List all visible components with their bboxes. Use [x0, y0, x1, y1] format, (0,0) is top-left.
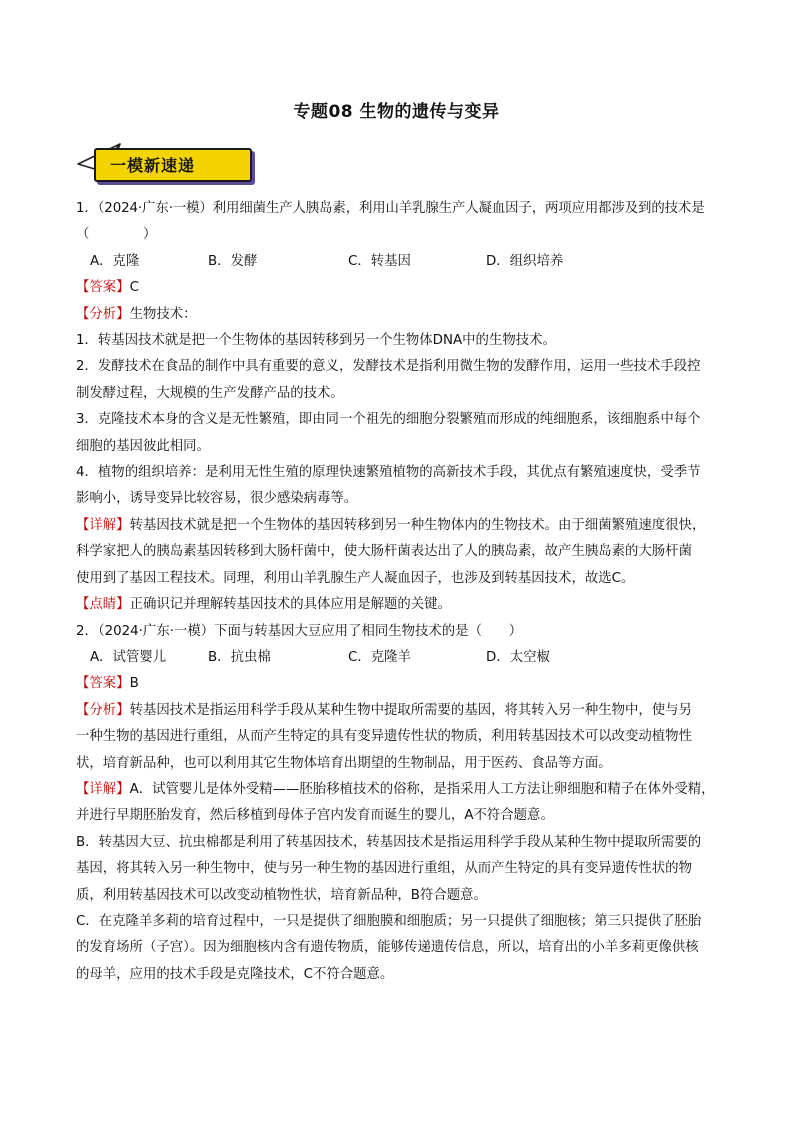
- q2-answer-tag: 【答案】: [76, 676, 130, 692]
- q1-analysis-intro: 生物技术：: [129, 306, 197, 322]
- q1-analysis-line: 3．克隆技术本身的含义是无性繁殖，即由同一个祖先的细胞分裂繁殖而形成的纯细胞系，该细胞系中每个: [76, 412, 701, 428]
- q1-detail-line: 科学家把人的胰岛素基因转移到大肠杆菌中，使大肠杆菌表达出了人的胰岛素，故产生胰岛素的大肠杆菌: [76, 544, 692, 560]
- question-content: [76, 196, 726, 988]
- q2-detail-line: 的发育场所（子宫）。因为细胞核内含有遗传物质，能够传递遗传信息，所以，培育出的小羊多莉更像供核: [76, 940, 699, 956]
- q1-option-b: B．发酵: [208, 253, 258, 269]
- q2-option-b: B．抗虫棉: [208, 649, 271, 665]
- q2-analysis-line: 一种生物的基因进行重组，从而产生特定的具有变异遗传性状的物质，利用转基因技术可以改变动植物性: [76, 729, 692, 745]
- q2-detail-line: 的母羊，应用的技术手段是克隆技术，C不符合题意。: [76, 966, 394, 982]
- q1-analysis-line: 制发酵过程，大规模的生产发酵产品的技术。: [76, 385, 344, 401]
- q1-analysis-line: 细胞的基因彼此相同。: [76, 438, 210, 454]
- q2-answer-value: B: [129, 676, 139, 692]
- q1-detail: [76, 513, 726, 539]
- q2-answer: [76, 671, 726, 697]
- q1-option-c: C．转基因: [348, 253, 411, 269]
- q1-options: [76, 249, 726, 275]
- q2-analysis-line: 转基因技术是指运用科学手段从某种生物中提取所需要的基因，将其转入另一种生物中，使与另: [129, 702, 692, 718]
- page-title: 专题08 生物的遗传与变异: [293, 102, 500, 122]
- q1-comment: [76, 592, 726, 618]
- q2-option-c: C．克隆羊: [348, 649, 411, 665]
- q2-detail-line: C．在克隆羊多莉的培育过程中，一只是提供了细胞膜和细胞质；另一只提供了细胞核；第三只提供了胚胎: [76, 913, 702, 929]
- q2-option-d: D．太空椒: [486, 649, 550, 665]
- q1-answer-tag: 【答案】: [76, 280, 130, 296]
- q2-detail-line: B．转基因大豆、抗虫棉都是利用了转基因技术，转基因技术是指运用科学手段从某种生物中提取所需要的: [76, 834, 702, 850]
- q2-analysis: [76, 698, 726, 724]
- section-banner: [76, 142, 256, 188]
- q1-answer-value: C: [129, 280, 139, 296]
- q1-analysis-line: 4．植物的组织培养：是利用无性生殖的原理快速繁殖植物的高新技术手段，其优点有繁殖速度快，受季节: [76, 465, 701, 481]
- q1-analysis-line: 影响小，诱导变异比较容易，很少感染病毒等。: [76, 491, 358, 507]
- q1-detail-tag: 【详解】: [76, 517, 130, 533]
- q1-comment-tag: 【点睛】: [76, 597, 130, 613]
- q2-option-a: A．试管婴儿: [90, 649, 167, 665]
- q1-detail-line: 转基因技术就是把一个生物体的基因转移到另一种生物体内的生物技术。由于细菌繁殖速度很快，: [129, 517, 706, 533]
- q1-detail-line: 使用到了基因工程技术。同理，利用山羊乳腺生产人凝血因子，也涉及到转基因技术，故选C。: [76, 570, 635, 586]
- q2-detail: [76, 777, 726, 803]
- q1-analysis: [76, 302, 726, 328]
- q1-comment-text: 正确识记并理解转基因技术的具体应用是解题的关键。: [129, 597, 451, 613]
- q2-options: [76, 645, 726, 671]
- q2-detail-tag: 【详解】: [76, 781, 130, 797]
- q2-detail-line: 并进行早期胚胎发育，然后移植到母体子宫内发育而诞生的婴儿，A不符合题意。: [76, 808, 554, 824]
- q1-stem-line1: 1．（2024·广东·一模）利用细菌生产人胰岛素，利用山羊乳腺生产人凝血因子，两项应用都涉及到的技术是: [76, 201, 705, 216]
- q1-answer: [76, 275, 726, 301]
- q2-detail-line: 基因，将其转入另一种生物中，使与另一种生物的基因进行重组，从而产生特定的具有变异遗传性状的物: [76, 861, 692, 877]
- q1-analysis-line: 2．发酵技术在食品的制作中具有重要的意义，发酵技术是指利用微生物的发酵作用，运用一些技术手段控: [76, 359, 701, 375]
- q1-option-a: A．克隆: [90, 253, 140, 269]
- section-banner-label: 一模新速递: [110, 156, 196, 175]
- q1-option-d: D．组织培养: [486, 253, 564, 269]
- q1-analysis-tag: 【分析】: [76, 306, 130, 322]
- q1-analysis-line: 1．转基因技术就是把一个生物体的基因转移到另一个生物体DNA中的生物技术。: [76, 333, 556, 349]
- q2-analysis-tag: 【分析】: [76, 702, 130, 718]
- q1-stem-line2: （ ）: [76, 227, 157, 243]
- q2-stem: 2．（2024·广东·一模）下面与转基因大豆应用了相同生物技术的是（ ）: [76, 623, 523, 639]
- q2-analysis-line: 状，培育新品种，也可以利用其它生物体培育出期望的生物制品，用于医药、食品等方面。: [76, 755, 612, 771]
- q2-detail-line: 质，利用转基因技术可以改变动植物性状，培育新品种，B符合题意。: [76, 887, 487, 903]
- q2-detail-line: A．试管婴儿是体外受精——胚胎移植技术的俗称，是指采用人工方法让卵细胞和精子在体外受精，: [129, 781, 715, 797]
